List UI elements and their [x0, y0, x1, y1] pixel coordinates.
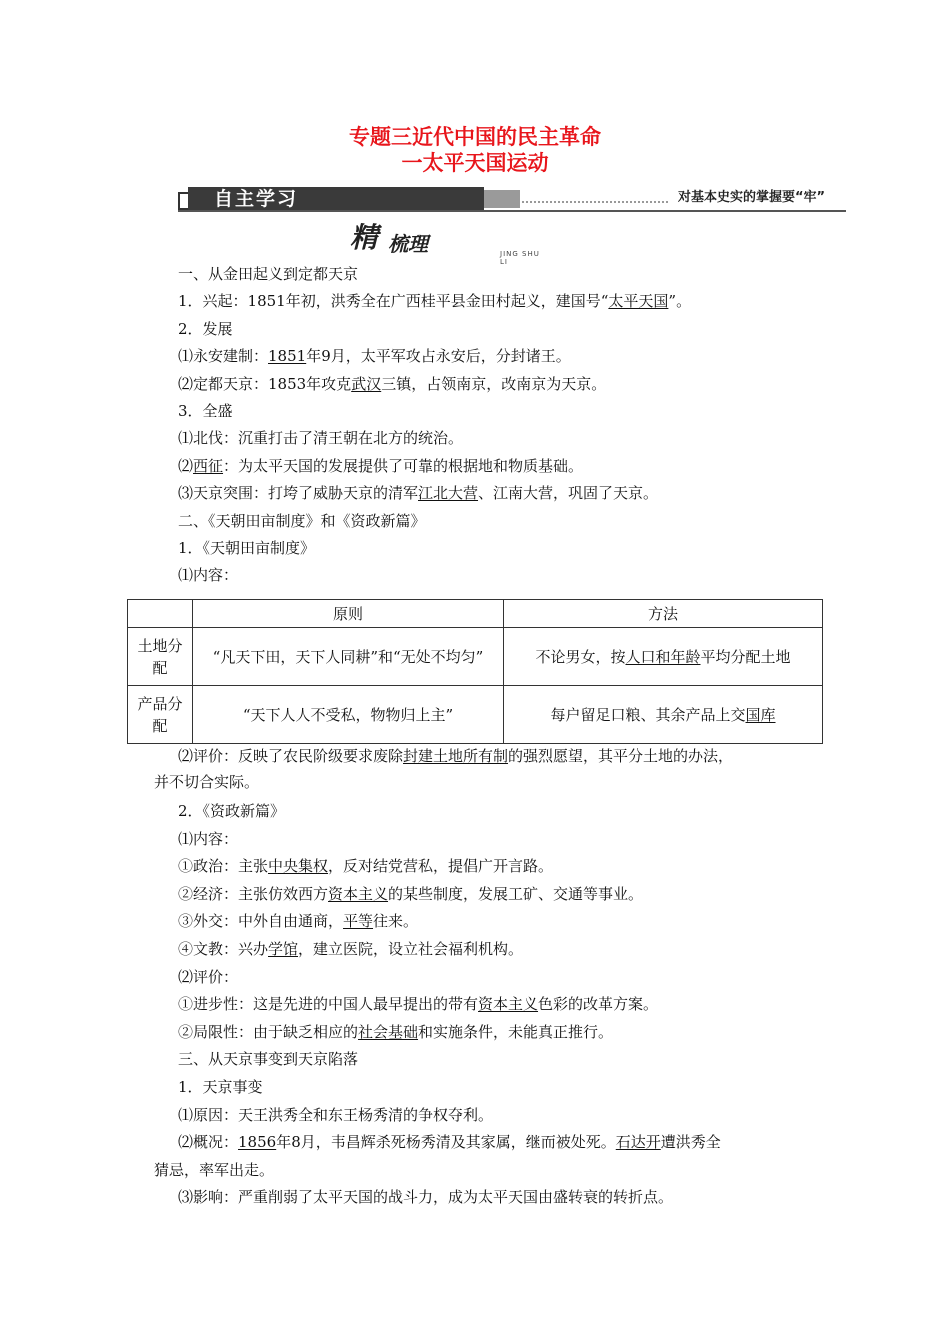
field-system-table — [127, 599, 823, 744]
table-header-principle: 原则 — [193, 600, 504, 628]
text-line: ⑵西征：为太平天国的发展提供了可靠的根据地和物质基础。 — [178, 456, 584, 475]
jingshuli-logo — [350, 221, 550, 266]
text-line: 猜忌，率军出走。 — [154, 1160, 275, 1179]
row-label: 土地分配 — [128, 628, 193, 686]
row-principle: “凡天下田，天下人同耕”和“无处不均匀” — [193, 628, 504, 686]
table-row — [128, 686, 823, 744]
table-header-method: 方法 — [504, 600, 823, 628]
text-line: 1．天京事变 — [178, 1078, 263, 1096]
page-subtitle: 一太平天国运动 — [401, 151, 549, 175]
text-line: ①进步性：这是先进的中国人最早提出的带有资本主义色彩的改革方案。 — [178, 995, 659, 1014]
text-line: ⑴北伐：沉重打击了清王朝在北方的统治。 — [178, 429, 464, 448]
row-label: 产品分配 — [128, 686, 193, 744]
text-line: ⑵概况：1856年8月，韦昌辉杀死杨秀清及其家属，继而被处死。石达开遭洪秀全 — [178, 1133, 721, 1152]
text-line: ⑵评价： — [178, 967, 239, 986]
section-banner — [178, 184, 846, 214]
text-line: ⑴永安建制：1851年9月，太平军攻占永安后，分封诸王。 — [178, 347, 571, 366]
text-line: 3．全盛 — [178, 402, 233, 420]
row-method: 每户留足口粮、其余产品上交国库 — [504, 686, 823, 744]
text-line: ⑴内容： — [178, 829, 239, 848]
logo-rest: 梳理 — [388, 232, 428, 256]
text-line: 1．《天朝田亩制度》 — [178, 539, 316, 557]
text-line: 二、《天朝田亩制度》和《资政新篇》 — [178, 511, 426, 530]
text-line: ①政治：主张中央集权，反对结党营私，提倡广开言路。 — [178, 857, 554, 876]
text-line: 一、从金田起义到定都天京 — [178, 265, 359, 283]
text-line: ⑶影响：严重削弱了太平天国的战斗力，成为太平天国由盛转衰的转折点。 — [178, 1188, 674, 1207]
table-header-blank — [128, 600, 193, 628]
text-line: ④文教：兴办学馆，建立医院，设立社会福利机构。 — [178, 940, 524, 958]
text-line: ②局限性：由于缺乏相应的社会基础和实施条件，未能真正推行。 — [178, 1022, 614, 1041]
text-line: ③外交：中外自由通商，平等往来。 — [178, 912, 419, 931]
text-line: ⑶天京突围：打垮了威胁天京的清军江北大营、江南大营，巩固了天京。 — [178, 484, 659, 503]
page-title: 专题三近代中国的民主革命 — [349, 125, 601, 149]
table-row — [128, 628, 823, 686]
text-line: ⑵定都天京：1853年攻克武汉三镇，占领南京，改南京为天京。 — [178, 374, 607, 393]
text-line: ②经济：主张仿效西方资本主义的某些制度，发展工矿、交通等事业。 — [178, 884, 644, 903]
banner-label: 自主学习 — [214, 188, 299, 210]
text-line: 三、从天京事变到天京陷落 — [178, 1050, 359, 1069]
text-line: ⑴原因：天王洪秀全和东王杨秀清的争权夺利。 — [178, 1105, 494, 1124]
logo-char: 精 — [350, 221, 379, 254]
row-principle: “天下人人不受私，物物归上主” — [193, 686, 504, 744]
text-line: 2．发展 — [178, 319, 233, 338]
text-line: 2．《资政新篇》 — [178, 802, 286, 820]
logo-pinyin: JING SHU LI — [500, 250, 540, 266]
text-line: ⑴内容： — [178, 566, 239, 585]
text-line: 1．兴起：1851年初，洪秀全在广西桂平县金田村起义，建国号“太平天国”。 — [178, 292, 692, 311]
evaluation-continuation: 并不切合实际。 — [154, 773, 260, 791]
evaluation-line: ⑵评价：反映了农民阶级要求废除封建土地所有制的强烈愿望，其平分土地的办法， — [178, 747, 734, 765]
banner-slogan: 对基本史实的掌握要“牢” — [678, 190, 826, 205]
row-method: 不论男女，按人口和年龄平均分配土地 — [504, 628, 823, 686]
